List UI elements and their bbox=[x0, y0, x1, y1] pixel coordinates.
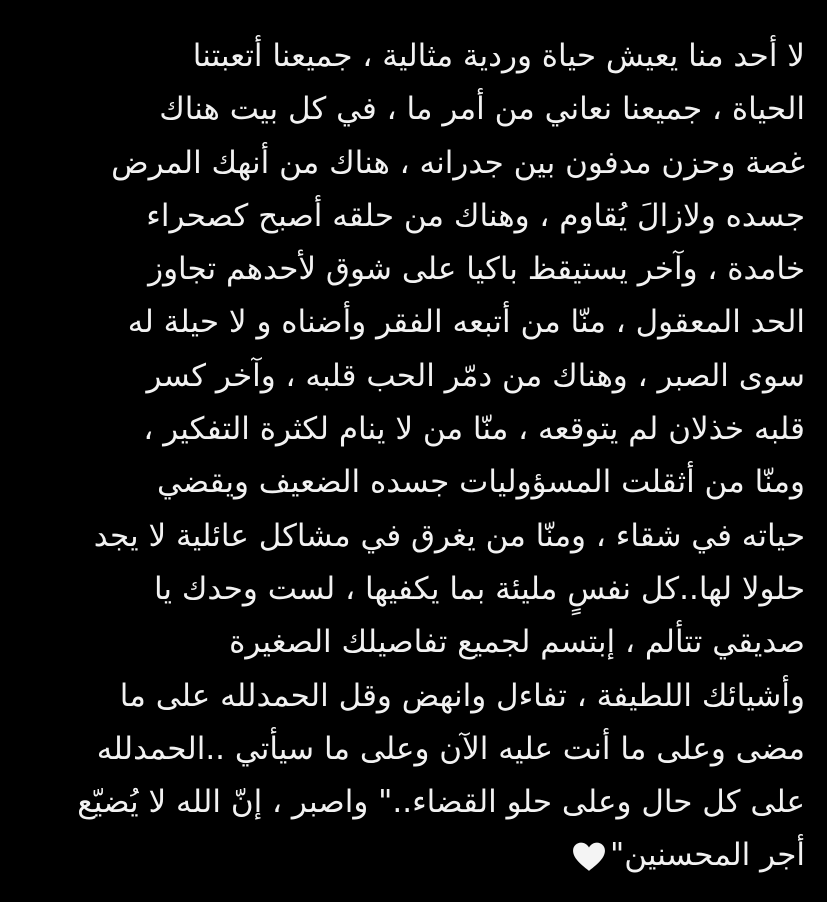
text-line-15: على كل حال وعلى حلو القضاء.." واصبر ، إنّ الله لا يُضيّع bbox=[77, 784, 805, 821]
text-line-4: جسده ولازالَ يُقاوم ، وهناك من حلقه أصبح كصحراء bbox=[146, 197, 805, 234]
text-line-14: مضى وعلى ما أنت عليه الآن وعلى ما سيأتي ..الحمدلله bbox=[96, 730, 805, 767]
last-line-text: أجر المحسنين" bbox=[610, 837, 805, 874]
text-line-8: قلبه خذلان لم يتوقعه ، منّا من لا ينام لكثرة التفكير ، bbox=[143, 411, 805, 448]
text-line-2: الحياة ، جميعنا نعاني من أمر ما ، في كل بيت هناك bbox=[159, 91, 805, 128]
text-line-13: وأشيائك اللطيفة ، تفاءل وانهض وقل الحمدلله على ما bbox=[119, 677, 805, 714]
white-heart-icon bbox=[572, 841, 606, 873]
text-line-5: خامدة ، وآخر يستيقظ باكيا على شوق لأحدهم تجاوز bbox=[148, 251, 805, 288]
text-line-1: لا أحد منا يعيش حياة وردية مثالية ، جميعنا أتعبتنا bbox=[192, 38, 805, 74]
text-line-16 bbox=[25, 829, 805, 882]
text-line-11: حلولا لها..كل نفسٍ مليئة بما يكفيها ، لست وحدك يا bbox=[153, 570, 805, 607]
arabic-text-block bbox=[25, 30, 805, 883]
text-line-3: غصة وحزن مدفون بين جدرانه ، هناك من أنهك المرض bbox=[111, 144, 805, 181]
text-line-10: حياته في شقاء ، ومنّا من يغرق في مشاكل عائلية لا يجد bbox=[93, 517, 805, 554]
text-line-12: صديقي تتألم ، إبتسم لجميع تفاصيلك الصغيرة bbox=[229, 624, 805, 661]
text-line-7: سوى الصبر ، وهناك من دمّر الحب قلبه ، وآخر كسر bbox=[146, 357, 805, 394]
text-line-9: ومنّا من أثقلت المسؤوليات جسده الضعيف ويقضي bbox=[156, 464, 805, 501]
text-line-6: الحد المعقول ، منّا من أتبعه الفقر وأضناه و لا حيلة له bbox=[127, 304, 805, 341]
